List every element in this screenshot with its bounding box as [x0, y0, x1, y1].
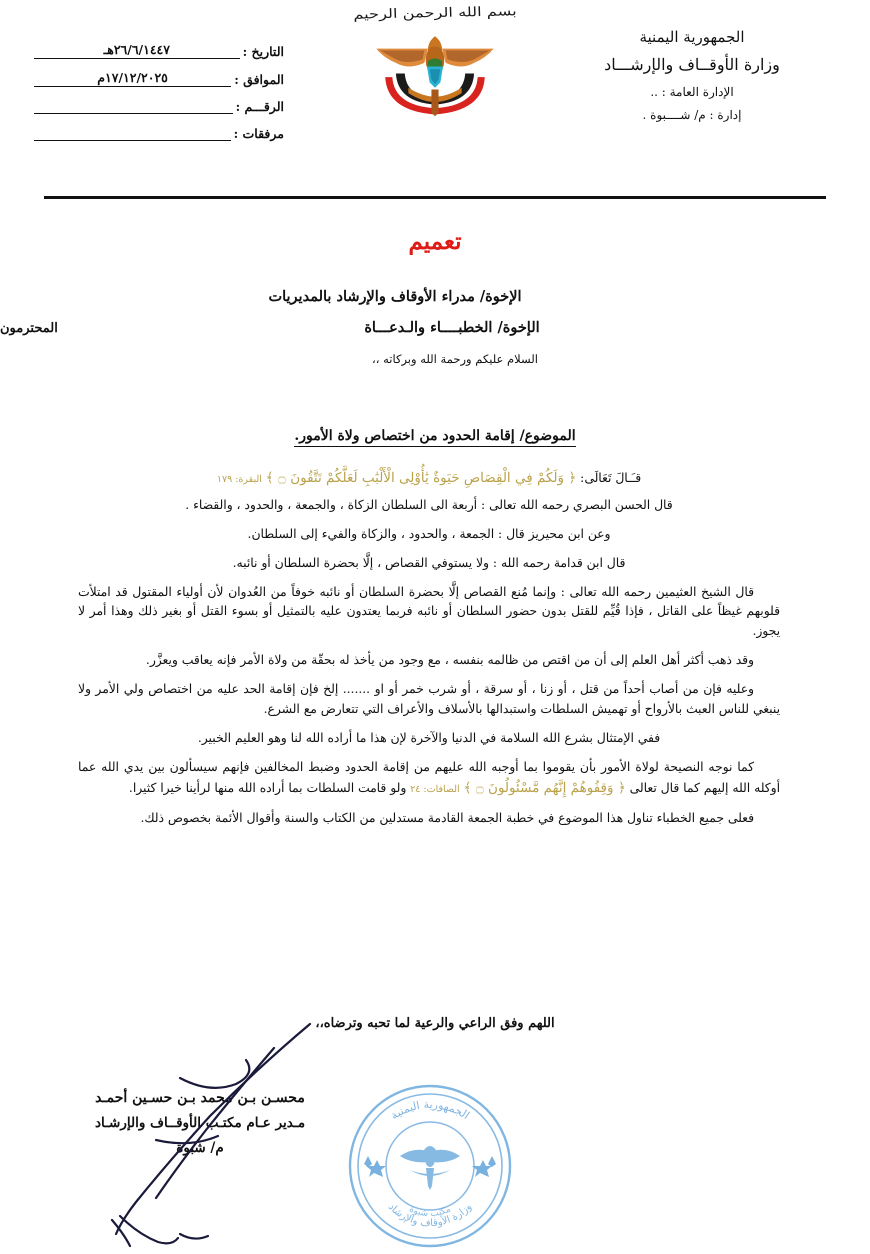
- corresponding-date-value[interactable]: ١٧/١٢/٢٠٢٥م: [34, 70, 231, 87]
- addressee-row-2: [0, 319, 870, 336]
- svg-text:وزارة الأوقاف والإرشاد: وزارة الأوقاف والإرشاد: [385, 1201, 475, 1230]
- attachments-field-row: [34, 125, 284, 141]
- signatory-position: مـدير عـام مكتـب الأوقــاف والإرشـاد: [94, 1115, 306, 1131]
- header-divider: [44, 196, 826, 199]
- number-value[interactable]: [34, 98, 233, 114]
- addressee-honorific: المحترمون: [0, 321, 58, 336]
- yemen-eagle-emblem-icon: [372, 22, 498, 118]
- verse-1-intro: قـَـالَ تَعَالَى:: [580, 471, 642, 485]
- number-label: الرقـــم :: [235, 99, 284, 114]
- svg-text:الجمهورية اليمنية: الجمهورية اليمنية: [388, 1097, 472, 1123]
- addressee-line-2: الإخوة/ الخطبــــاء والـدعـــاة: [364, 319, 540, 336]
- quran-verse-1-line: [78, 468, 780, 490]
- corresponding-date-label: الموافق :: [234, 72, 284, 87]
- document-header: [0, 0, 870, 185]
- general-administration-label: الإدارة العامة : ..: [650, 85, 734, 99]
- country-name: الجمهورية اليمنية: [639, 28, 745, 46]
- verse-2-reference: الصافات: ٢٤: [410, 783, 460, 795]
- attachments-value[interactable]: [34, 125, 231, 141]
- ministry-name: وزارة الأوقــاف والإرشـــاد: [604, 55, 780, 74]
- body-paragraph-3: قال ابن قدامة رحمه الله : ولا يستوفي القصاص ، إلَّا بحضرة السلطان أو نائبه.: [232, 555, 626, 570]
- greeting-line: السلام عليكم ورحمة الله وبركاته ،،: [372, 352, 538, 366]
- body-paragraph-7: ففي الإمتثال بشرع الله السلامة في الدنيا والآخرة لإن هذا ما أراده الله لنا وهو العليم الخبير.: [197, 731, 661, 746]
- body-paragraph-8: [78, 758, 780, 800]
- svg-text:مكتب شبوة: مكتب شبوة: [407, 1204, 453, 1220]
- date-label: التاريخ :: [242, 44, 284, 59]
- official-stamp-icon: [330, 1078, 530, 1253]
- addressee-block: [0, 288, 870, 366]
- verse-2-text: ﴿ وَقِفُوهُمْ إِنَّهُم مَّسْئُولُونَ ۝ ﴾: [463, 779, 626, 796]
- attachments-label: مرفقات :: [233, 126, 284, 141]
- corresponding-date-field-row: [34, 70, 284, 87]
- date-value[interactable]: ٢٦/٦/١٤٤٧هـ: [34, 42, 240, 59]
- signatory-name: محسـن بـن محمد بـن حسـين أحمـد: [95, 1090, 305, 1106]
- body-paragraph-5: وقد ذهب أكثر أهل العلم إلى أن من اقتص من ظالمه بنفسه ، مع وجود من يأخذ له بحقّة من ولاة الأمر فإنه يعاقب ويعزَّر.: [145, 653, 754, 668]
- date-field-row: [34, 42, 284, 59]
- body-paragraph-2: وعن ابن محيريز قال : الجمعة ، والحدود ، والزكاة والفيء إلى السلطان.: [247, 526, 611, 541]
- emblem-block: [345, 6, 525, 118]
- verse-1-reference: البقرة: ١٧٩: [216, 474, 262, 485]
- body-paragraph-4: قال الشيخ العثيمين رحمه الله تعالى : وإنما مُنع القصاص إلَّا بحضرة السلطان أو نائبه خوفاً من العُدوان لأن أولياء المقتول قد امتلأت قلوبهم غيظاً على القاتل ، فإذا قُيِّم للقتل بدون حضور السلطان أو نائبه فربما يعتدون عليه بالتمثيل أو بسوء القتل أو بغير ذلك وهذا أمر لا يجوز.: [78, 584, 780, 639]
- document-body: [78, 468, 780, 838]
- header-right-block: [542, 28, 842, 122]
- header-left-block: [34, 42, 284, 152]
- body-paragraph-6: وعليه فإن من أصاب أحداً من قتل ، أو زنا ، أو سرقة ، أو شرب خمر أو او ....... إلخ فإن إقامة الحد عليه من اختصاص ولي الأمر ولا ينبغي للناس العبث بالأرواح أو تهميش السلطات واستبدالها بالأسلاف والأعراف التي تتعارض مع الشرع.: [78, 682, 780, 717]
- body-paragraph-1: قال الحسن البصري رحمه الله تعالى : أربعة الى السلطان الزكاة ، والجمعة ، والحدود ، والقضاء .: [185, 497, 673, 512]
- signatory-location: م/ شبوة: [176, 1140, 224, 1156]
- number-field-row: [34, 98, 284, 114]
- verse-1-text: ﴿ وَلَكُمْ فِي الْقِصَاصِ حَيَوةٌ يَٰأُوْلِى الْأَلْبَٰبِ لَعَلَّكُمْ تَتَّقُونَ ۝ ﴾: [265, 470, 577, 486]
- paragraph-8-part-1: كما نوجه النصيحة لولاة الأمور بأن يقوموا بما أوجبه الله عليهم من إقامة الحدود وضبط المخالفين فإنهم سيسألون بين يدي الله عما أوكله الله إليهم كما قال تعالى: [78, 759, 780, 795]
- subject-line: [0, 428, 870, 444]
- administration-label: إدارة : م/ شــــبوة .: [642, 108, 742, 122]
- body-paragraph-9: فعلى جميع الخطباء تناول هذا الموضوع في خطبة الجمعة القادمة مستدلين من الكتاب والسنة وأقوال الأئمة بخصوص ذلك.: [140, 810, 754, 825]
- closing-dua: اللهم وفق الراعي والرعية لما تحبه وترضاه،،: [315, 1016, 555, 1031]
- basmala-text: بسم الله الرحمن الرحيم: [353, 4, 517, 23]
- subject-text: الموضوع/ إقامة الحدود من اختصاص ولاة الأمور.: [294, 428, 575, 447]
- paragraph-8-part-2: ولو قامت السلطات بما أراده الله منها لرأينا خيرا كثيرا.: [128, 780, 407, 795]
- signature-block: [50, 1090, 350, 1156]
- addressee-line-1: الإخوة/ مدراء الأوقاف والإرشاد بالمديريات: [268, 288, 522, 305]
- document-title: تعميم: [408, 228, 462, 255]
